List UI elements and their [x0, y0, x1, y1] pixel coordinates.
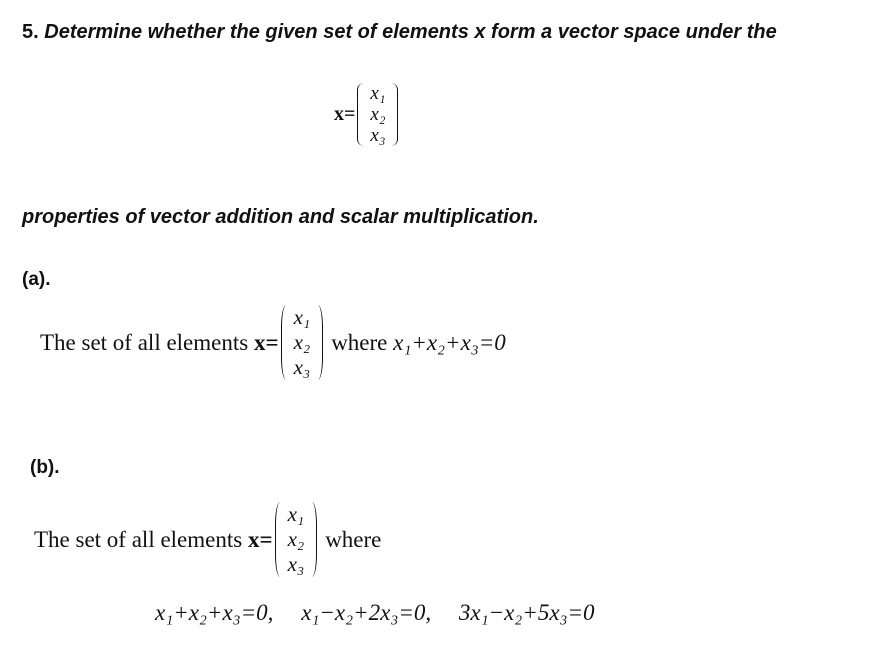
- part-a-lhs: x=: [253, 329, 279, 355]
- left-paren: [281, 305, 291, 380]
- vector-entry-3: x₃: [370, 125, 386, 146]
- part-b-entry-1: x₁: [287, 502, 305, 526]
- part-a-prefix: The set of all elements: [40, 329, 249, 355]
- part-a-entry-1: x₁: [293, 305, 311, 329]
- right-paren: [313, 305, 323, 380]
- left-paren: [275, 502, 285, 577]
- column-vector: [357, 83, 398, 146]
- part-b-entry-2: x₂: [287, 527, 305, 551]
- vector-entries: [367, 83, 388, 146]
- part-a-where: where: [331, 329, 388, 355]
- part-b-lhs: x=: [247, 526, 273, 552]
- part-b-prefix: The set of all elements: [34, 526, 243, 552]
- question-statement: [22, 21, 777, 44]
- part-b-vector: [275, 502, 318, 577]
- question-number: 5.: [22, 21, 39, 43]
- part-b-statement: [34, 502, 381, 577]
- part-b-entry-3: x₃: [287, 552, 305, 576]
- right-bracket: [388, 83, 398, 146]
- part-a-entry-2: x₂: [293, 330, 311, 354]
- question-text-part1: Determine whether the given set of elements x form a vector space under the: [44, 21, 777, 43]
- part-b-where: where: [325, 526, 382, 552]
- vector-entry-2: x₂: [370, 104, 386, 125]
- part-b-equation-1: x₁+x₂+x₃=0,: [155, 600, 274, 625]
- left-bracket: [357, 83, 367, 146]
- vector-entry-1: x₁: [370, 83, 386, 104]
- right-paren: [307, 502, 317, 577]
- question-text-part2: properties of vector addition and scalar multiplication.: [22, 206, 539, 228]
- part-a-entries: [291, 305, 314, 380]
- part-a-statement: [40, 305, 506, 380]
- part-a-label: (a).: [22, 269, 51, 290]
- part-a-entry-3: x₃: [293, 355, 311, 379]
- part-b-entries: [285, 502, 308, 577]
- part-a-vector: [281, 305, 324, 380]
- vector-lhs: x=: [334, 103, 356, 125]
- part-a-condition: x₁+x₂+x₃=0: [393, 329, 506, 355]
- part-b-equation-2: x₁−x₂+2x₃=0,: [301, 600, 432, 625]
- part-b-equations: [155, 600, 595, 626]
- vector-definition: [334, 83, 400, 146]
- part-b-label: (b).: [30, 457, 60, 478]
- part-b-equation-3: 3x₁−x₂+5x₃=0: [458, 600, 595, 625]
